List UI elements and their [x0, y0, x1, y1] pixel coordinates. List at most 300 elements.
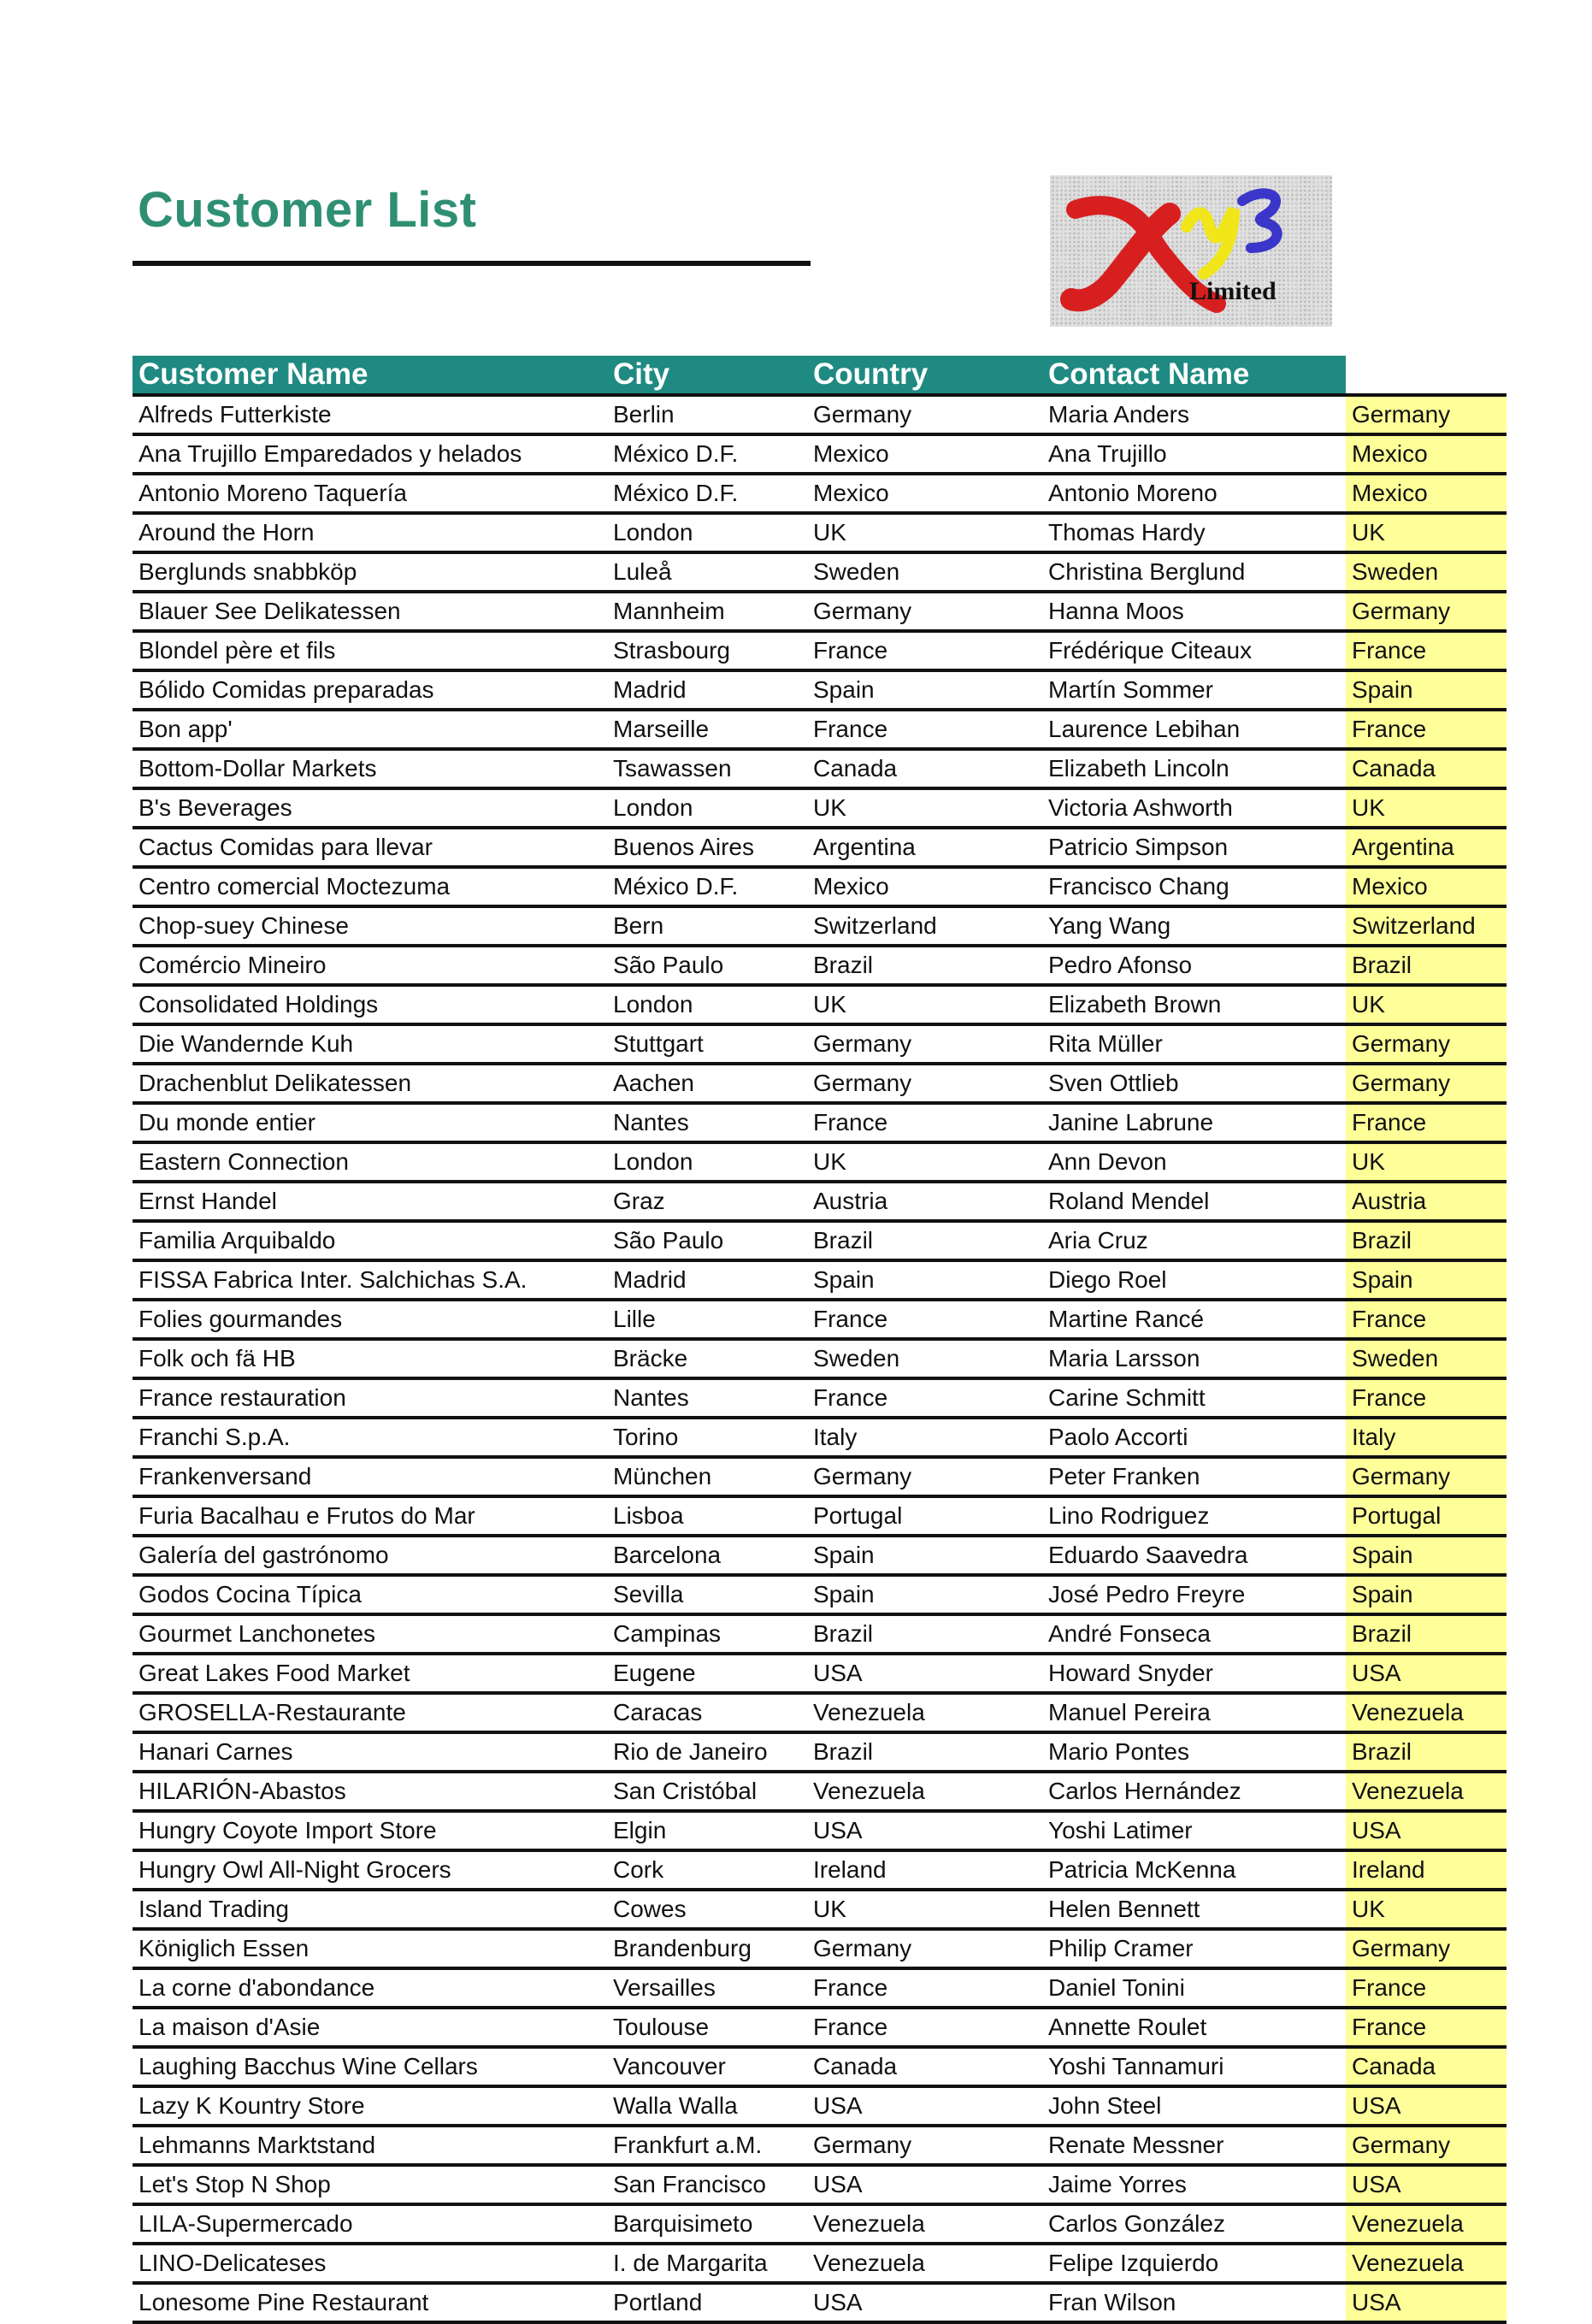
city-cell: Portland: [613, 2289, 703, 2315]
city-cell: Barquisimeto: [613, 2210, 753, 2237]
customer-name-cell: Gourmet Lanchonetes: [139, 1620, 376, 1647]
city-cell: Luleå: [613, 558, 672, 585]
country-cell: France: [813, 1109, 888, 1135]
table-row: [133, 1301, 1507, 1341]
city-cell: Mannheim: [613, 598, 725, 624]
country-highlight-cell: Venezuela: [1346, 2206, 1507, 2242]
country-highlight-cell: Germany: [1346, 593, 1507, 629]
country-cell: USA: [813, 1660, 863, 1686]
customer-name-cell: Furia Bacalhau e Frutos do Mar: [139, 1502, 475, 1529]
country-cell: France: [813, 2014, 888, 2040]
contact-name-cell: Janine Labrune: [1048, 1109, 1214, 1135]
country-cell: Ireland: [813, 1856, 887, 1883]
country-highlight-cell: France: [1346, 1105, 1507, 1141]
country-cell: Sweden: [813, 558, 900, 585]
country-cell: Argentina: [813, 834, 916, 860]
country-cell: Mexico: [813, 873, 889, 900]
country-highlight-cell: France: [1346, 1380, 1507, 1416]
country-cell: Canada: [813, 2053, 898, 2079]
table-row: [133, 1577, 1507, 1616]
country-highlight-cell: Brazil: [1346, 947, 1507, 983]
table-row: [133, 1065, 1507, 1105]
contact-name-cell: Patricio Simpson: [1048, 834, 1229, 860]
table-row: [133, 1537, 1507, 1577]
table-row: [133, 947, 1507, 987]
country-highlight-cell: Venezuela: [1346, 2245, 1507, 2281]
country-highlight-cell: Brazil: [1346, 1223, 1507, 1259]
country-cell: USA: [813, 2289, 863, 2315]
contact-name-cell: Felipe Izquierdo: [1048, 2250, 1219, 2276]
city-cell: Nantes: [613, 1384, 689, 1411]
city-cell: Vancouver: [613, 2053, 726, 2079]
table-row: [133, 2127, 1507, 2167]
city-cell: London: [613, 991, 693, 1017]
contact-name-cell: Helen Bennett: [1048, 1896, 1200, 1922]
city-cell: São Paulo: [613, 1227, 724, 1253]
country-cell: Germany: [813, 1030, 912, 1057]
contact-name-cell: Jaime Yorres: [1048, 2171, 1187, 2197]
customer-name-cell: Hungry Owl All-Night Grocers: [139, 1856, 451, 1883]
table-row: [133, 1223, 1507, 1262]
table-row: [133, 475, 1507, 515]
contact-name-cell: Carine Schmitt: [1048, 1384, 1206, 1411]
col-header-city: City: [613, 357, 670, 391]
country-highlight-cell: Germany: [1346, 1065, 1507, 1101]
country-highlight-cell: Ireland: [1346, 1852, 1507, 1888]
country-highlight-cell: UK: [1346, 1891, 1507, 1927]
country-highlight-cell: Germany: [1346, 1931, 1507, 1967]
city-cell: Marseille: [613, 716, 710, 742]
city-cell: Nantes: [613, 1109, 689, 1135]
country-cell: UK: [813, 1896, 846, 1922]
customer-name-cell: Great Lakes Food Market: [139, 1660, 410, 1686]
table-row: [133, 790, 1507, 829]
country-cell: Brazil: [813, 1738, 874, 1765]
customer-name-cell: GROSELLA-Restaurante: [139, 1699, 406, 1725]
country-cell: Austria: [813, 1188, 888, 1214]
table-row: [133, 1183, 1507, 1223]
table-row: [133, 1341, 1507, 1380]
table-body: [133, 397, 1507, 2324]
col-header-country: Country: [813, 357, 929, 391]
country-highlight-cell: Sweden: [1346, 1341, 1507, 1377]
table-row: [133, 1459, 1507, 1498]
country-highlight-cell: Spain: [1346, 1537, 1507, 1573]
customer-name-cell: Folk och fä HB: [139, 1345, 296, 1371]
customer-name-cell: Ana Trujillo Emparedados y helados: [139, 440, 522, 467]
city-cell: Bräcke: [613, 1345, 688, 1371]
table-row: [133, 1734, 1507, 1773]
country-cell: Mexico: [813, 480, 889, 506]
city-cell: I. de Margarita: [613, 2250, 768, 2276]
country-highlight-cell: UK: [1346, 515, 1507, 551]
customer-name-cell: HILARIÓN-Abastos: [139, 1778, 346, 1804]
city-cell: Berlin: [613, 401, 675, 428]
table-row: [133, 2206, 1507, 2245]
customer-name-cell: Hanari Carnes: [139, 1738, 293, 1765]
contact-name-cell: Frédérique Citeaux: [1048, 637, 1253, 664]
table-row: [133, 1262, 1507, 1301]
country-highlight-cell: USA: [1346, 2088, 1507, 2124]
country-cell: Venezuela: [813, 2210, 925, 2237]
country-highlight-cell: Sweden: [1346, 554, 1507, 590]
customer-name-cell: La maison d'Asie: [139, 2014, 321, 2040]
contact-name-cell: Diego Roel: [1048, 1266, 1167, 1293]
contact-name-cell: Mario Pontes: [1048, 1738, 1189, 1765]
table-row: [133, 751, 1507, 790]
city-cell: Eugene: [613, 1660, 696, 1686]
contact-name-cell: Manuel Pereira: [1048, 1699, 1211, 1725]
city-cell: San Francisco: [613, 2171, 766, 2197]
country-cell: France: [813, 1306, 888, 1332]
country-cell: France: [813, 1974, 888, 2001]
contact-name-cell: Rita Müller: [1048, 1030, 1163, 1057]
country-cell: Canada: [813, 755, 898, 782]
country-highlight-cell: Spain: [1346, 672, 1507, 708]
city-cell: Strasbourg: [613, 637, 730, 664]
city-cell: México D.F.: [613, 873, 739, 900]
customer-name-cell: Blauer See Delikatessen: [139, 598, 401, 624]
city-cell: London: [613, 794, 693, 821]
city-cell: San Cristóbal: [613, 1778, 758, 1804]
country-cell: UK: [813, 991, 846, 1017]
city-cell: London: [613, 1148, 693, 1175]
country-highlight-cell: UK: [1346, 790, 1507, 826]
country-cell: UK: [813, 1148, 846, 1175]
country-cell: USA: [813, 2092, 863, 2119]
col-header-customer-name: Customer Name: [139, 357, 369, 391]
table-row: [133, 633, 1507, 672]
table-row: [133, 2245, 1507, 2285]
country-highlight-cell: Spain: [1346, 1577, 1507, 1613]
contact-name-cell: Yoshi Latimer: [1048, 1817, 1193, 1843]
contact-name-cell: Francisco Chang: [1048, 873, 1229, 900]
table-row: [133, 869, 1507, 908]
contact-name-cell: Martine Rancé: [1048, 1306, 1205, 1332]
country-cell: UK: [813, 794, 846, 821]
city-cell: Buenos Aires: [613, 834, 754, 860]
customer-name-cell: FISSA Fabrica Inter. Salchichas S.A.: [139, 1266, 528, 1293]
contact-name-cell: Peter Franken: [1048, 1463, 1200, 1489]
page-title: Customer List: [138, 182, 477, 238]
country-highlight-cell: Switzerland: [1346, 908, 1507, 944]
contact-name-cell: Thomas Hardy: [1048, 519, 1206, 546]
country-highlight-cell: France: [1346, 711, 1507, 747]
city-cell: México D.F.: [613, 440, 739, 467]
country-highlight-cell: Germany: [1346, 1026, 1507, 1062]
col-header-contact-name: Contact Name: [1048, 357, 1250, 391]
city-cell: São Paulo: [613, 952, 724, 978]
customer-name-cell: Bólido Comidas preparadas: [139, 676, 434, 703]
customer-name-cell: Familia Arquibaldo: [139, 1227, 336, 1253]
contact-name-cell: Paolo Accorti: [1048, 1424, 1188, 1450]
country-highlight-cell: Mexico: [1346, 475, 1507, 511]
table-row: [133, 515, 1507, 554]
logo-subtext: Limited: [1189, 277, 1277, 305]
customer-name-cell: Frankenversand: [139, 1463, 312, 1489]
contact-name-cell: Maria Anders: [1048, 401, 1189, 428]
city-cell: Caracas: [613, 1699, 703, 1725]
contact-name-cell: Sven Ottlieb: [1048, 1070, 1179, 1096]
city-cell: Brandenburg: [613, 1935, 752, 1961]
city-cell: Tsawassen: [613, 755, 732, 782]
table-row: [133, 593, 1507, 633]
country-highlight-cell: Portugal: [1346, 1498, 1507, 1534]
country-highlight-cell: Canada: [1346, 2049, 1507, 2085]
table-row: [133, 1026, 1507, 1065]
city-cell: Cork: [613, 1856, 664, 1883]
country-highlight-cell: Venezuela: [1346, 1695, 1507, 1731]
city-cell: Madrid: [613, 1266, 687, 1293]
table-row: [133, 554, 1507, 593]
country-highlight-cell: Germany: [1346, 397, 1507, 433]
customer-name-cell: Chop-suey Chinese: [139, 912, 349, 939]
contact-name-cell: Eduardo Saavedra: [1048, 1542, 1248, 1568]
contact-name-cell: Ana Trujillo: [1048, 440, 1167, 467]
city-cell: Versailles: [613, 1974, 716, 2001]
customer-name-cell: Bon app': [139, 716, 233, 742]
country-highlight-cell: Brazil: [1346, 1616, 1507, 1652]
city-cell: México D.F.: [613, 480, 739, 506]
city-cell: Torino: [613, 1424, 679, 1450]
table-row: [133, 1970, 1507, 2009]
table-row: [133, 1891, 1507, 1931]
country-cell: Germany: [813, 401, 912, 428]
table-row: [133, 1380, 1507, 1419]
customer-name-cell: Galería del gastrónomo: [139, 1542, 389, 1568]
city-cell: Toulouse: [613, 2014, 710, 2040]
country-highlight-cell: USA: [1346, 1813, 1507, 1849]
contact-name-cell: Roland Mendel: [1048, 1188, 1210, 1214]
customer-name-cell: La corne d'abondance: [139, 1974, 375, 2001]
table-row: [133, 1695, 1507, 1734]
table-row: [133, 672, 1507, 711]
country-cell: Brazil: [813, 1227, 874, 1253]
contact-name-cell: Renate Messner: [1048, 2132, 1224, 2158]
city-cell: Elgin: [613, 1817, 667, 1843]
customer-name-cell: LINO-Delicateses: [139, 2250, 327, 2276]
contact-name-cell: Carlos Hernández: [1048, 1778, 1241, 1804]
customer-name-cell: LILA-Supermercado: [139, 2210, 353, 2237]
table-row: [133, 2049, 1507, 2088]
city-cell: London: [613, 519, 693, 546]
customer-name-cell: Folies gourmandes: [139, 1306, 343, 1332]
city-cell: Madrid: [613, 676, 687, 703]
contact-name-cell: Annette Roulet: [1048, 2014, 1207, 2040]
country-cell: Venezuela: [813, 1778, 925, 1804]
customer-name-cell: Berglunds snabbköp: [139, 558, 357, 585]
country-highlight-cell: Austria: [1346, 1183, 1507, 1219]
table-row: [133, 436, 1507, 475]
country-cell: Germany: [813, 1935, 912, 1961]
country-highlight-cell: Mexico: [1346, 436, 1507, 472]
table-row: [133, 1419, 1507, 1459]
table-row: [133, 1498, 1507, 1537]
country-cell: USA: [813, 1817, 863, 1843]
customer-name-cell: Island Trading: [139, 1896, 289, 1922]
contact-name-cell: Patricia McKenna: [1048, 1856, 1236, 1883]
country-cell: Spain: [813, 1581, 875, 1607]
contact-name-cell: Maria Larsson: [1048, 1345, 1200, 1371]
country-cell: Spain: [813, 676, 875, 703]
contact-name-cell: Elizabeth Brown: [1048, 991, 1222, 1017]
table-row: [133, 2009, 1507, 2049]
country-highlight-cell: France: [1346, 2009, 1507, 2045]
contact-name-cell: Carlos González: [1048, 2210, 1225, 2237]
contact-name-cell: Pedro Afonso: [1048, 952, 1193, 978]
country-highlight-cell: Germany: [1346, 1459, 1507, 1495]
contact-name-cell: Hanna Moos: [1048, 598, 1184, 624]
country-highlight-cell: France: [1346, 633, 1507, 669]
country-cell: France: [813, 637, 888, 664]
company-logo: [1050, 175, 1332, 327]
city-cell: Bern: [613, 912, 664, 939]
contact-name-cell: Victoria Ashworth: [1048, 794, 1233, 821]
contact-name-cell: John Steel: [1048, 2092, 1162, 2119]
table-row: [133, 829, 1507, 869]
country-highlight-cell: Canada: [1346, 751, 1507, 787]
table-row: [133, 397, 1507, 436]
table-row: [133, 987, 1507, 1026]
country-highlight-cell: Brazil: [1346, 1734, 1507, 1770]
country-cell: Germany: [813, 598, 912, 624]
city-cell: Lisboa: [613, 1502, 684, 1529]
customer-name-cell: Consolidated Holdings: [139, 991, 379, 1017]
city-cell: Lille: [613, 1306, 656, 1332]
table-row: [133, 1773, 1507, 1813]
xyz-logo-graphic: [1050, 175, 1332, 327]
city-cell: Rio de Janeiro: [613, 1738, 768, 1765]
table-row: [133, 1616, 1507, 1655]
contact-name-cell: Lino Rodriguez: [1048, 1502, 1210, 1529]
customer-name-cell: Alfreds Futterkiste: [139, 401, 332, 428]
contact-name-cell: Daniel Tonini: [1048, 1974, 1185, 2001]
customer-table: [133, 356, 1507, 2324]
customer-name-cell: Drachenblut Delikatessen: [139, 1070, 412, 1096]
table-row: [133, 1144, 1507, 1183]
contact-name-cell: Antonio Moreno: [1048, 480, 1218, 506]
country-highlight-cell: USA: [1346, 1655, 1507, 1691]
customer-name-cell: Franchi S.p.A.: [139, 1424, 291, 1450]
country-cell: Germany: [813, 1070, 912, 1096]
country-highlight-cell: UK: [1346, 1144, 1507, 1180]
customer-name-cell: B's Beverages: [139, 794, 292, 821]
customer-name-cell: Centro comercial Moctezuma: [139, 873, 451, 900]
customer-name-cell: Let's Stop N Shop: [139, 2171, 331, 2197]
contact-name-cell: Ann Devon: [1048, 1148, 1167, 1175]
table-row: [133, 1931, 1507, 1970]
contact-name-cell: José Pedro Freyre: [1048, 1581, 1246, 1607]
customer-name-cell: Blondel père et fils: [139, 637, 336, 664]
country-highlight-cell: UK: [1346, 987, 1507, 1023]
city-cell: Sevilla: [613, 1581, 684, 1607]
country-cell: Venezuela: [813, 2250, 925, 2276]
country-highlight-cell: France: [1346, 1301, 1507, 1337]
table-row: [133, 1813, 1507, 1852]
customer-name-cell: Lazy K Kountry Store: [139, 2092, 365, 2119]
table-header: [133, 356, 1507, 397]
country-cell: Switzerland: [813, 912, 937, 939]
city-cell: Graz: [613, 1188, 665, 1214]
country-cell: Italy: [813, 1424, 858, 1450]
city-cell: Stuttgart: [613, 1030, 704, 1057]
table-row: [133, 2088, 1507, 2127]
contact-name-cell: André Fonseca: [1048, 1620, 1211, 1647]
customer-name-cell: Antonio Moreno Taquería: [139, 480, 407, 506]
city-cell: Walla Walla: [613, 2092, 738, 2119]
title-underline: [133, 261, 811, 266]
country-cell: Brazil: [813, 952, 874, 978]
country-cell: Brazil: [813, 1620, 874, 1647]
country-highlight-cell: USA: [1346, 2285, 1507, 2321]
country-highlight-cell: Mexico: [1346, 869, 1507, 905]
customer-name-cell: Comércio Mineiro: [139, 952, 327, 978]
country-highlight-cell: Argentina: [1346, 829, 1507, 865]
country-highlight-cell: Venezuela: [1346, 1773, 1507, 1809]
table-row: [133, 711, 1507, 751]
table-row: [133, 2167, 1507, 2206]
country-cell: Spain: [813, 1542, 875, 1568]
contact-name-cell: Elizabeth Lincoln: [1048, 755, 1229, 782]
customer-name-cell: Königlich Essen: [139, 1935, 310, 1961]
contact-name-cell: Yang Wang: [1048, 912, 1171, 939]
country-cell: France: [813, 1384, 888, 1411]
city-cell: Aachen: [613, 1070, 694, 1096]
customer-name-cell: Godos Cocina Típica: [139, 1581, 362, 1607]
customer-name-cell: Eastern Connection: [139, 1148, 349, 1175]
customer-name-cell: Bottom-Dollar Markets: [139, 755, 377, 782]
contact-name-cell: Yoshi Tannamuri: [1048, 2053, 1224, 2079]
table-row: [133, 1852, 1507, 1891]
city-cell: München: [613, 1463, 712, 1489]
country-cell: UK: [813, 519, 846, 546]
customer-name-cell: France restauration: [139, 1384, 346, 1411]
customer-name-cell: Hungry Coyote Import Store: [139, 1817, 437, 1843]
country-highlight-cell: Germany: [1346, 2127, 1507, 2163]
contact-name-cell: Christina Berglund: [1048, 558, 1246, 585]
city-cell: Campinas: [613, 1620, 722, 1647]
country-cell: Spain: [813, 1266, 875, 1293]
country-highlight-cell: France: [1346, 1970, 1507, 2006]
city-cell: Frankfurt a.M.: [613, 2132, 763, 2158]
customer-name-cell: Cactus Comidas para llevar: [139, 834, 433, 860]
contact-name-cell: Martín Sommer: [1048, 676, 1213, 703]
country-cell: Germany: [813, 1463, 912, 1489]
table-row: [133, 1655, 1507, 1695]
country-cell: France: [813, 716, 888, 742]
customer-name-cell: Laughing Bacchus Wine Cellars: [139, 2053, 478, 2079]
contact-name-cell: Aria Cruz: [1048, 1227, 1148, 1253]
customer-name-cell: Around the Horn: [139, 519, 315, 546]
city-cell: Barcelona: [613, 1542, 722, 1568]
customer-name-cell: Lonesome Pine Restaurant: [139, 2289, 429, 2315]
customer-name-cell: Die Wandernde Kuh: [139, 1030, 354, 1057]
country-highlight-cell: Spain: [1346, 1262, 1507, 1298]
country-cell: Mexico: [813, 440, 889, 467]
contact-name-cell: Fran Wilson: [1048, 2289, 1176, 2315]
customer-name-cell: Lehmanns Marktstand: [139, 2132, 376, 2158]
country-cell: Sweden: [813, 1345, 900, 1371]
country-highlight-cell: USA: [1346, 2167, 1507, 2203]
country-cell: USA: [813, 2171, 863, 2197]
city-cell: Cowes: [613, 1896, 687, 1922]
table-row: [133, 2285, 1507, 2324]
country-highlight-cell: Italy: [1346, 1419, 1507, 1455]
contact-name-cell: Laurence Lebihan: [1048, 716, 1241, 742]
country-cell: Germany: [813, 2132, 912, 2158]
contact-name-cell: Howard Snyder: [1048, 1660, 1213, 1686]
contact-name-cell: Philip Cramer: [1048, 1935, 1194, 1961]
